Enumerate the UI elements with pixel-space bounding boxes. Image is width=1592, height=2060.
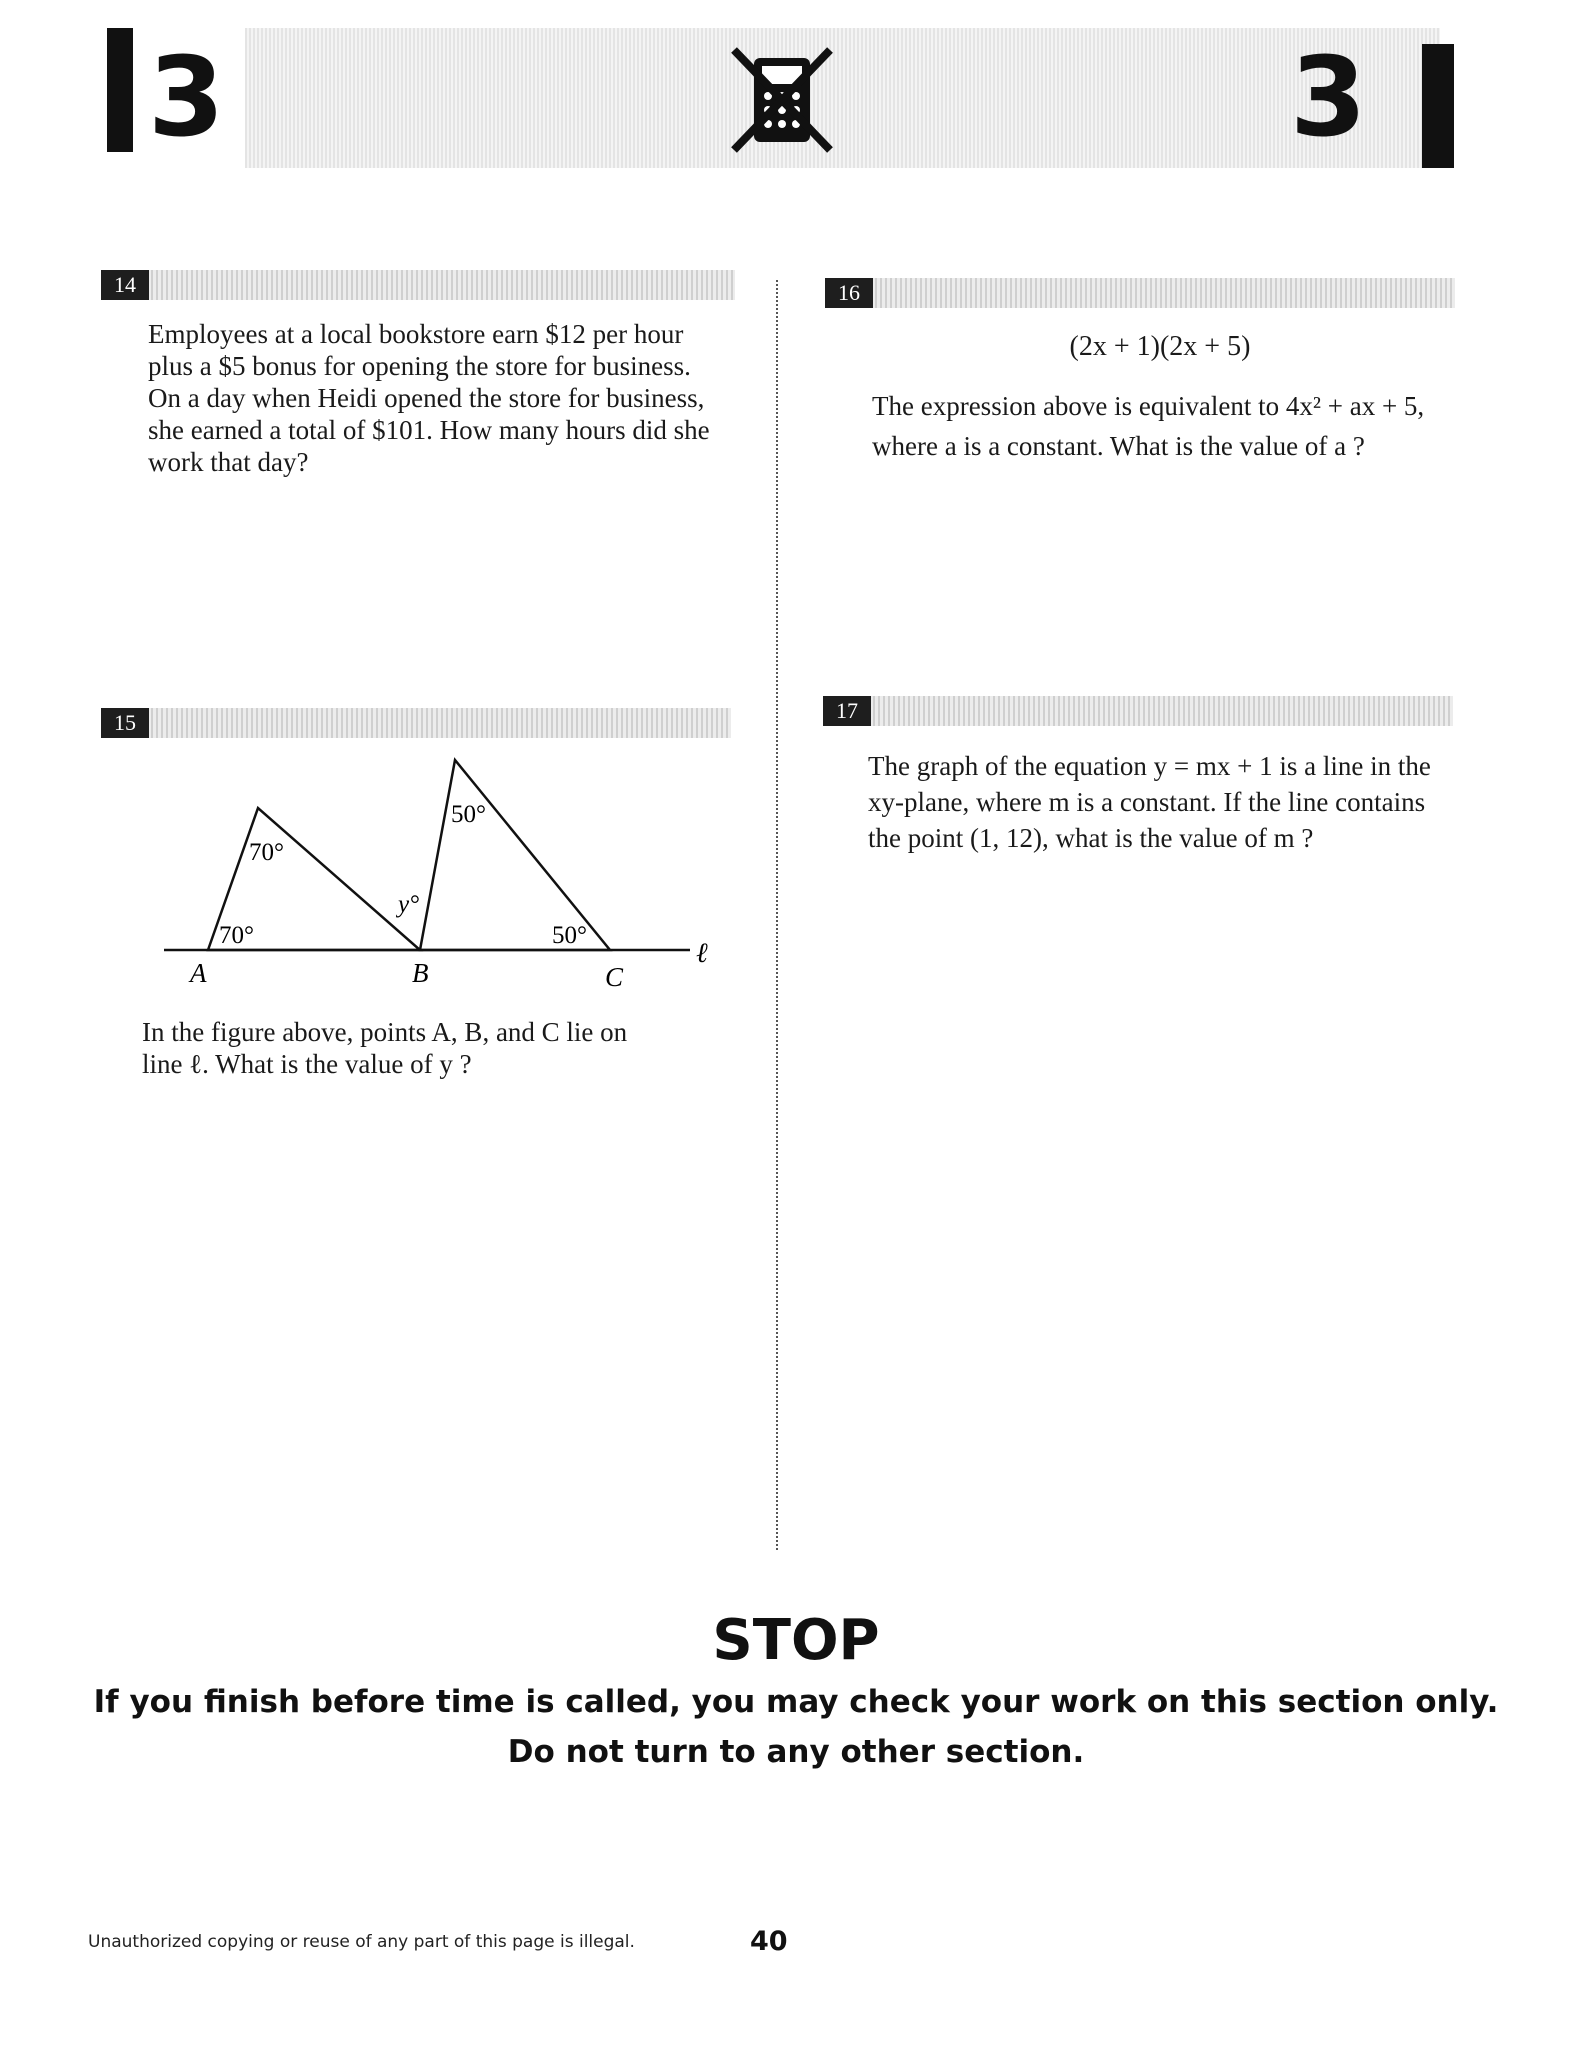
text-line: The graph of the equation y = mx + 1 is a line in the: [868, 751, 1431, 781]
angle-label: 50°: [552, 922, 587, 949]
angle-label: y°: [398, 891, 420, 918]
section-bar-left: [107, 28, 133, 152]
header-band: [245, 28, 1440, 168]
triangle-figure: [150, 750, 730, 995]
text-line: the point (1, 12), what is the value of m ?: [868, 823, 1314, 853]
section-number-left: 3: [148, 33, 225, 161]
angle-label: 70°: [219, 922, 254, 949]
point-label: C: [605, 962, 624, 992]
no-calculator-icon: [728, 44, 836, 156]
question-15-header: [101, 708, 731, 738]
text-line: Employees at a local bookstore earn $12 per hour: [148, 319, 684, 349]
expression: (2x + 1)(2x + 5): [1069, 331, 1251, 362]
text-line: work that day?: [148, 447, 309, 477]
line-label: ℓ: [696, 938, 708, 969]
question-17-header: [823, 696, 1453, 726]
question-16-header: [825, 278, 1455, 308]
question-number: 16: [825, 278, 873, 308]
stop-title: STOP: [712, 1608, 880, 1673]
question-15-text: [142, 1016, 762, 1080]
text-line: where a is a constant. What is the value of a ?: [872, 431, 1365, 461]
angle-label: 50°: [451, 801, 486, 828]
angle-label: 70°: [249, 839, 284, 866]
text-line: The expression above is equivalent to 4x² + ax + 5,: [872, 391, 1425, 421]
question-number: 14: [101, 270, 149, 300]
copyright-notice: Unauthorized copying or reuse of any part of this page is illegal.: [88, 1932, 635, 1952]
text-line: line ℓ. What is the value of y ?: [142, 1049, 472, 1079]
point-label: B: [412, 958, 429, 988]
column-divider: [776, 280, 778, 1550]
question-17-text: [868, 748, 1478, 856]
question-16-text: [872, 386, 1472, 466]
point-label: A: [190, 958, 207, 988]
question-14-text: [148, 318, 768, 478]
page-number: 40: [750, 1926, 788, 1957]
text-line: On a day when Heidi opened the store for business,: [148, 383, 705, 413]
text-line: plus a $5 bonus for opening the store for business.: [148, 351, 691, 381]
section-number-right: 3: [1290, 33, 1367, 161]
text-line: xy-plane, where m is a constant. If the line contains: [868, 787, 1426, 817]
question-number: 17: [823, 696, 871, 726]
question-number: 15: [101, 708, 149, 738]
text-line: she earned a total of $101. How many hours did she: [148, 415, 710, 445]
text-line: In the figure above, points A, B, and C lie on: [142, 1017, 628, 1047]
question-14-header: [101, 270, 735, 300]
section-bar-right: [1422, 44, 1454, 168]
stop-instruction-1: If you finish before time is called, you may check your work on this section only.: [93, 1684, 1499, 1720]
stop-instruction-2: Do not turn to any other section.: [507, 1734, 1085, 1770]
